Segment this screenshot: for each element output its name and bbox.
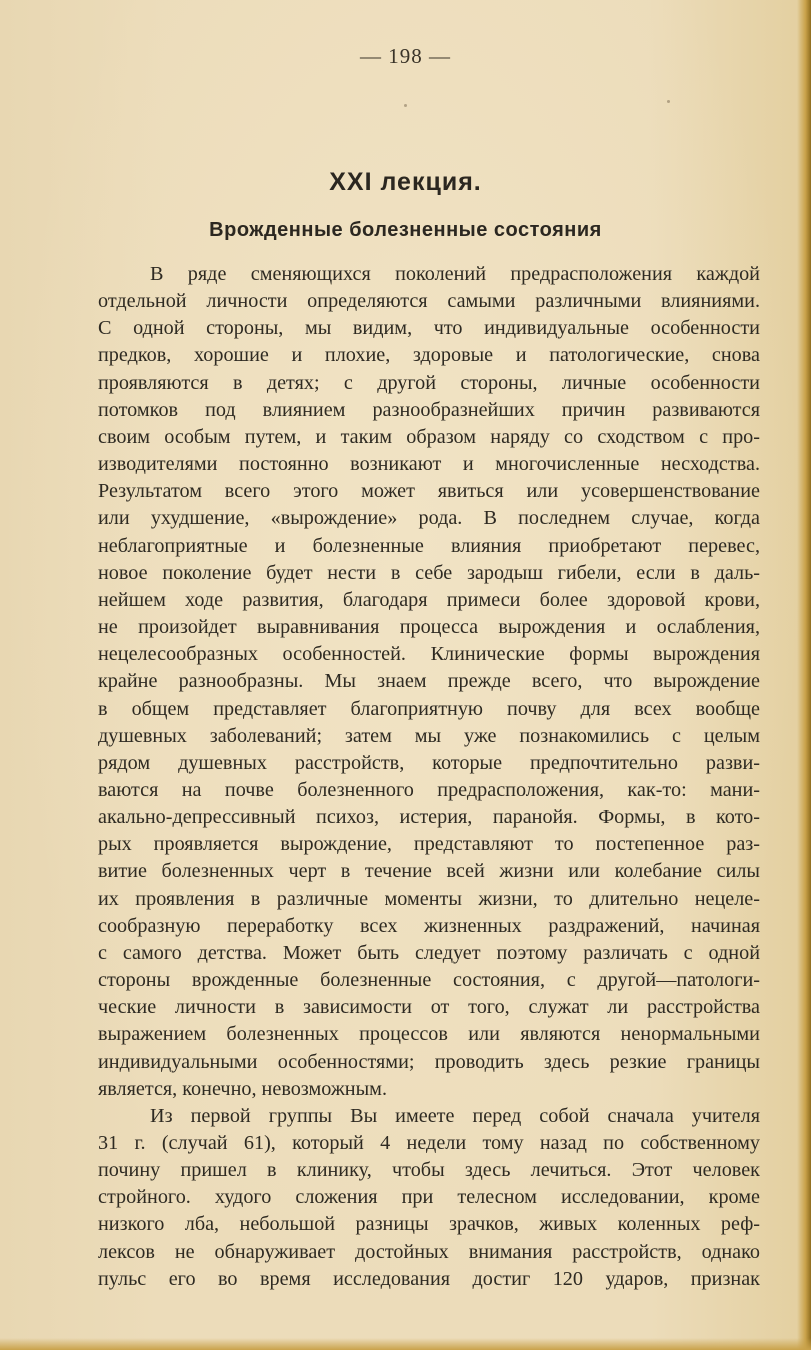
page-edge-right [797,0,811,1350]
text-line: 31 г. (случай 61), который 4 недели тому назад по собственному [98,1132,760,1154]
text-line: нецелесообразных особенностей. Клинические формы вырождения [98,643,760,666]
paragraph-1 [46,261,760,1103]
text-line: Из первой группы Вы имеете перед собой сначала учителя [150,1104,760,1127]
text-line: новое поколение будет нести в себе зародыш гибели, если в даль- [98,561,760,584]
text-line: отдельной личности определяются самыми различными влияниями. [98,290,760,313]
text-line: стороны врожденные болезненные состояния, с другой—патологи- [98,969,760,992]
text-line: является, конечно, невозможным. [98,1077,388,1100]
body-text [46,261,760,1293]
text-line: не произойдет выравнивания процесса вырождения и ослабления, [98,616,760,639]
text-line: предков, хорошие и плохие, здоровые и патологические, снова [98,344,760,367]
text-line: или ухудшение, «вырождение» рода. В последнем случае, когда [98,507,760,530]
text-line: витие болезненных черт в течение всей жизни или колебание силы [98,860,760,883]
paper-speck [404,104,407,107]
text-line: выражением болезненных процессов или являются ненормальными [98,1023,760,1046]
text-line: потомков под влиянием разнообразнейших причин развиваются [98,398,760,421]
lecture-title: XXI лекция. [329,168,482,196]
text-line: почину пришел в клинику, чтобы здесь лечиться. Этот человек [98,1159,760,1182]
text-line: рых проявляется вырождение, представляют то постепенное раз- [98,833,760,856]
text-line: проявляются в детях; с другой стороны, личные особенности [98,371,760,394]
text-line: нейшем ходе развития, благодаря примеси более здоровой крови, [98,588,760,611]
text-line: сообразную переработку всех жизненных раздражений, начиная [98,914,760,937]
text-line: с самого детства. Может быть следует поэтому различать с одной [98,941,760,964]
text-line: в общем представляет благоприятную почву для всех вообще [98,697,760,720]
text-line: их проявления в различные моменты жизни, то длительно нецеле- [98,887,760,910]
text-line: С одной стороны, мы видим, что индивидуальные особенности [98,317,760,340]
text-line: пульс его во время исследования достиг 120 ударов, признак [98,1267,760,1290]
text-line: ческие личности в зависимости от того, служат ли расстройства [98,996,760,1019]
page-number: — 198 — [360,44,451,68]
text-line: изводителями постоянно возникают и многочисленные несходства. [98,453,760,476]
text-line: стройного. худого сложения при телесном исследовании, кроме [98,1186,760,1209]
paper-speck [667,100,670,103]
text-line: лексов не обнаруживает достойных внимания расстройств, однако [98,1240,760,1263]
text-line: низкого лба, небольшой разницы зрачков, живых коленных реф- [98,1213,760,1236]
text-line: Результатом всего этого может явиться или усовершенствование [98,480,760,503]
text-line: своим особым путем, и таким образом наряду со сходством с про- [98,425,760,448]
text-line: индивидуальными особенностями; проводить здесь резкие границы [98,1050,760,1073]
page-edge-bottom [0,1338,811,1350]
text-line: душевных заболеваний; затем мы уже познакомились с целым [98,724,760,747]
text-line: акально-депрессивный психоз, истерия, паранойя. Формы, в кото- [98,806,760,829]
text-line: ваются на почве болезненного предрасположения, как-то: мани- [98,778,760,801]
text-line: В ряде сменяющихся поколений предрасположения каждой [150,263,760,285]
text-line: рядом душевных расстройств, которые предпочтительно разви- [98,751,760,774]
text-line: неблагоприятные и болезненные влияния приобретают перевес, [98,534,760,557]
section-title: Врожденные болезненные состояния [209,219,602,241]
text-line: крайне разнообразны. Мы знаем прежде всего, что вырождение [98,670,760,693]
paragraph-2 [46,1103,760,1293]
